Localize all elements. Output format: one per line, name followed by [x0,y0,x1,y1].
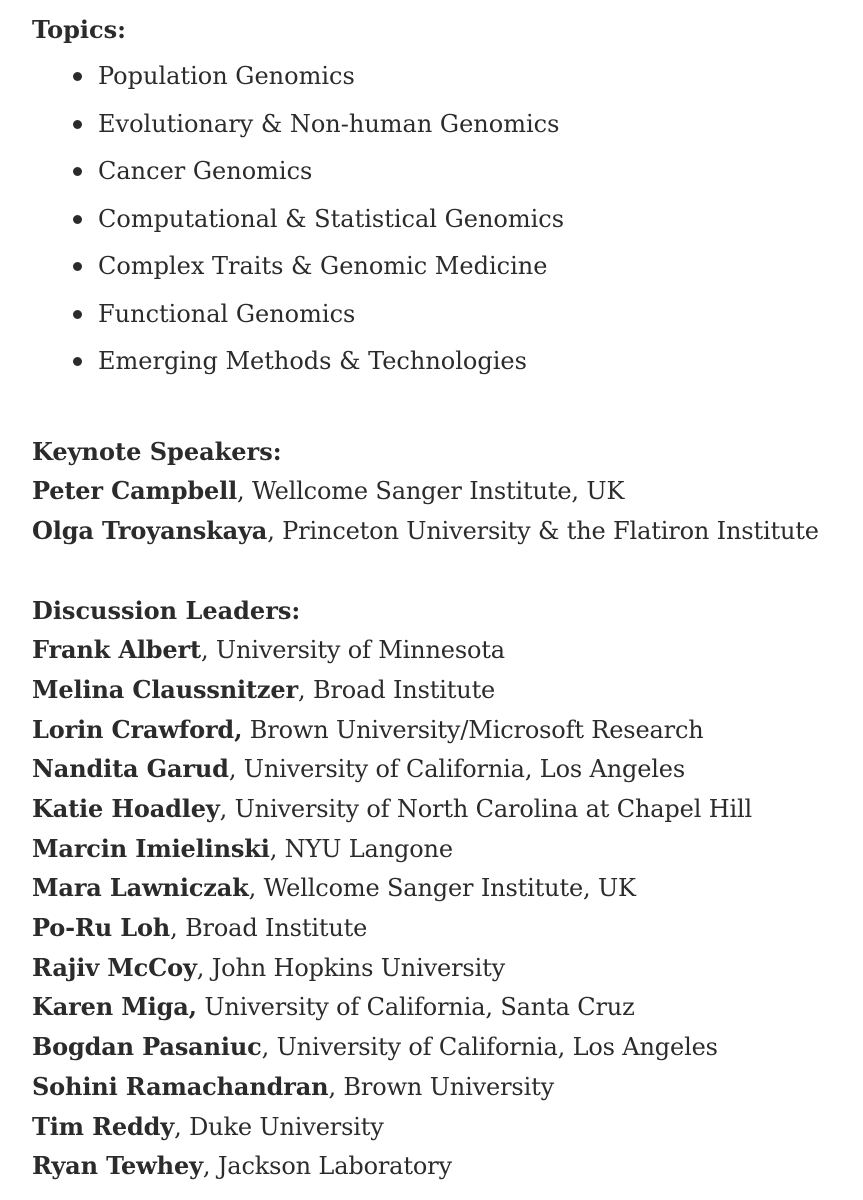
separator: , [200,636,209,665]
bullet-icon [73,310,82,319]
separator: , [298,675,306,704]
separator: , [328,1072,336,1101]
leader-affiliation: Brown University/Microsoft Research [242,715,704,744]
bullet-icon [73,167,82,176]
discussion-leader [32,1067,857,1107]
leader-name: Marcin Imielinski [32,833,270,863]
leader-name: Lorin Crawford, [32,714,243,744]
leader-name: Rajiv McCoy [32,952,197,982]
topic-label: Population Genomics [98,62,355,90]
discussion-heading: Discussion Leaders: [32,595,301,625]
list-item [32,56,857,104]
list-item [32,341,857,389]
separator: , [228,755,237,784]
leader-name: Karen Miga, [32,992,197,1022]
discussion-leader [32,1146,857,1186]
separator: , [202,1152,211,1181]
discussion-leader [32,868,857,908]
keynote-speaker [32,511,857,551]
leader-affiliation: Wellcome Sanger Institute, UK [256,874,636,903]
leader-affiliation: NYU Langone [277,834,453,863]
topics-heading: Topics: [32,15,126,44]
separator: , [170,914,178,943]
discussion-leader [32,789,857,829]
leader-name: Katie Hoadley [32,794,220,823]
leader-name: Tim Reddy [32,1111,175,1141]
separator: , [261,1033,270,1062]
leader-name: Mara Lawniczak [32,873,249,903]
leader-affiliation: University of Minnesota [208,636,505,665]
discussion-leader [32,948,857,988]
bullet-icon [73,262,82,271]
discussion-leader [32,630,857,670]
topic-label: Complex Traits & Genomic Medicine [98,252,548,280]
topic-label: Functional Genomics [98,299,356,328]
leader-affiliation: University of California, Los Angeles [236,755,686,784]
leader-name: Ryan Tewhey [32,1151,203,1181]
speaker-name: Peter Campbell [32,476,238,506]
leader-name: Bogdan Pasaniuc [32,1032,262,1062]
bullet-icon [73,120,82,129]
leader-affiliation: University of North Carolina at Chapel Hill [227,795,753,823]
topic-label: Cancer Genomics [98,157,313,185]
leader-affiliation: Broad Institute [177,914,368,943]
leader-affiliation: John Hopkins University [204,953,506,982]
leader-name: Frank Albert [32,635,201,665]
separator: , [237,477,245,506]
leader-affiliation: Broad Institute [305,675,496,704]
list-item [32,294,857,342]
separator: , [267,516,275,545]
leader-affiliation: Duke University [181,1112,384,1141]
leader-affiliation: Brown University [335,1072,555,1101]
list-item [32,151,857,199]
bullet-icon [73,72,82,81]
list-item [32,199,857,247]
leader-name: Sohini Ramachandran [32,1071,329,1101]
separator: , [219,795,228,823]
leader-name: Po-Ru Loh [32,913,171,943]
speaker-name: Olga Troyanskaya [32,515,268,545]
discussion-leader [32,987,857,1027]
discussion-leader [32,829,857,869]
leader-name: Melina Claussnitzer [32,674,299,704]
topic-label: Computational & Statistical Genomics [98,204,565,233]
topic-label: Evolutionary & Non-human Genomics [98,109,560,138]
leader-affiliation: Jackson Laboratory [210,1152,452,1181]
list-item [32,246,857,294]
topic-label: Emerging Methods & Technologies [98,347,527,375]
topics-list [32,56,857,389]
separator: , [196,953,205,982]
discussion-leader [32,710,857,750]
speaker-affiliation: Princeton University & the Flatiron Institute [274,516,819,545]
separator: , [248,874,257,903]
separator: , [269,834,278,863]
discussion-leader [32,749,857,789]
bullet-icon [73,357,82,366]
list-item [32,104,857,152]
page-content [32,14,857,1186]
keynote-speaker [32,471,857,511]
discussion-leader [32,670,857,710]
separator: , [174,1112,182,1141]
speaker-affiliation: Wellcome Sanger Institute, UK [244,477,625,506]
leader-name: Nandita Garud [32,754,229,784]
discussion-leader [32,908,857,948]
discussion-leader [32,1027,857,1067]
discussion-leader [32,1107,857,1147]
leader-affiliation: University of California, Los Angeles [269,1033,718,1062]
bullet-icon [73,215,82,224]
leader-affiliation: University of California, Santa Cruz [196,993,635,1022]
keynote-heading: Keynote Speakers: [32,436,282,466]
